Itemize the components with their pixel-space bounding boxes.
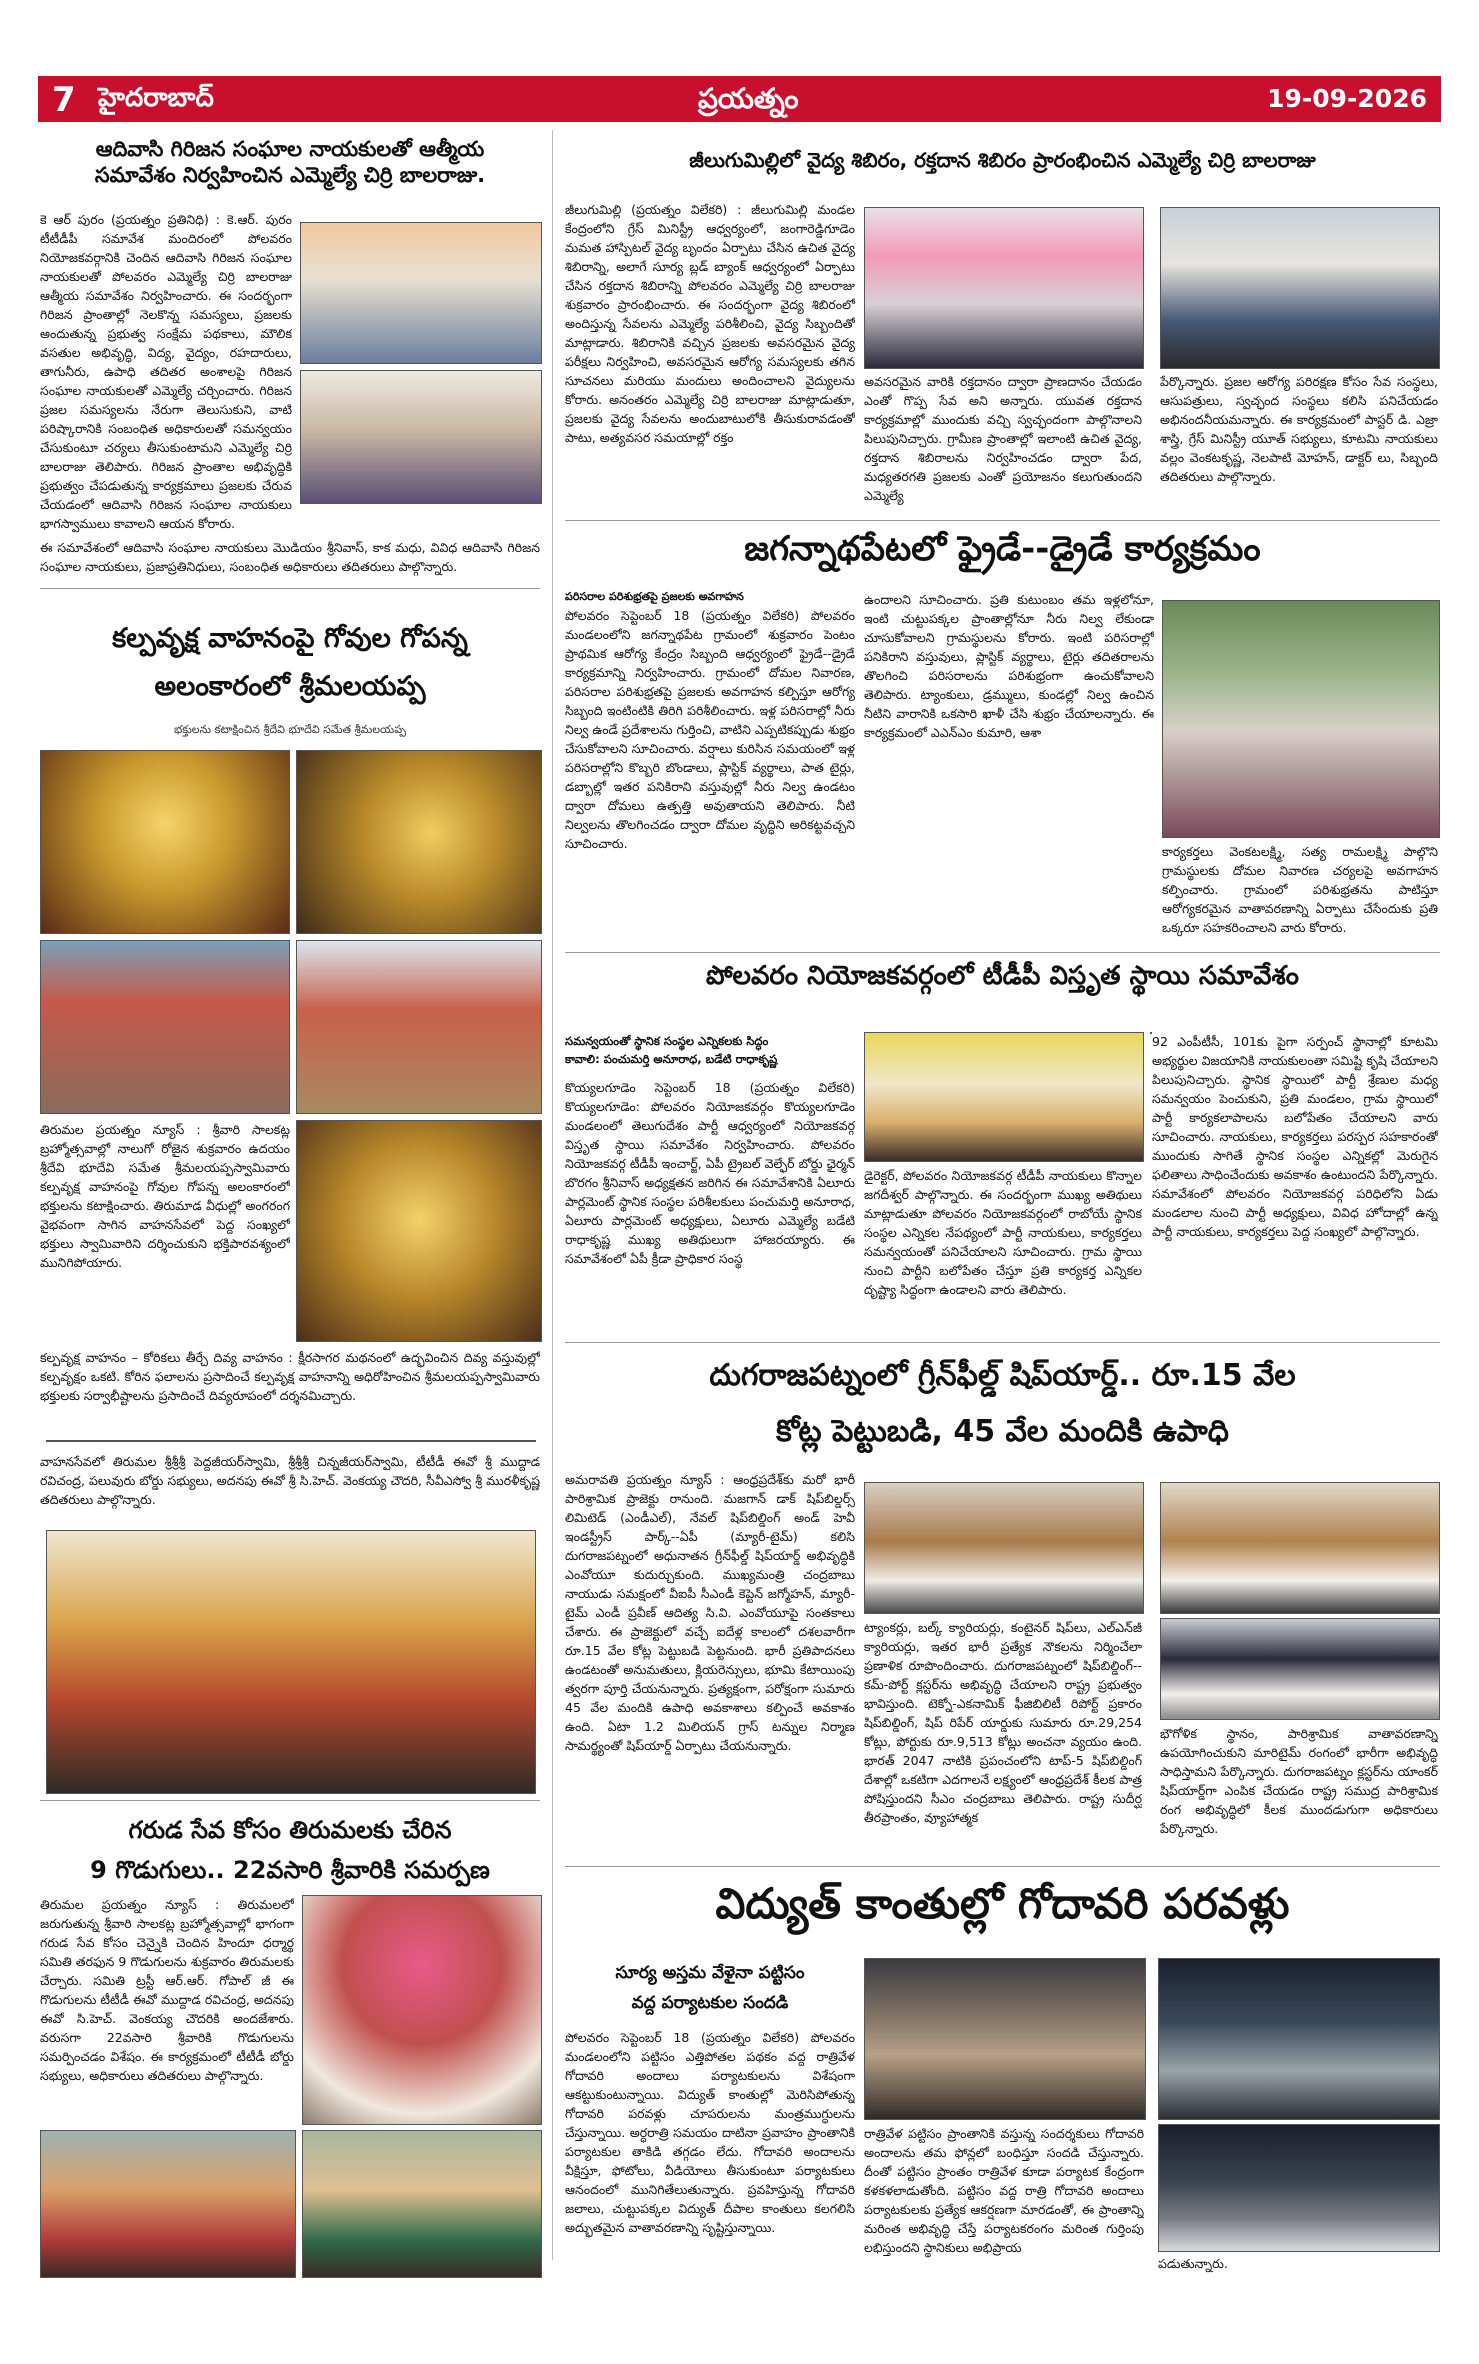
kalpavriksha-photo-1 xyxy=(40,750,290,934)
tribal-meeting-photo-2 xyxy=(300,370,542,504)
tribal-meeting-headline: ఆదివాసి గిరిజన సంఘాల నాయకులతో ఆత్మీయ సమావేశం నిర్వహించిన ఎమ్మెల్యే చిర్రి బాలరాజు. xyxy=(94,137,486,188)
edition-city: హైదరాబాద్ xyxy=(98,83,214,113)
shipyard-photo-1 xyxy=(864,1482,1144,1614)
shipyard-body-1: అమరావతి ప్రయత్నం న్యూస్ : ఆంధ్రప్రదేశ్‌కు మరో భారీ పారిశ్రామిక ప్రాజెక్టు రానుంది. మజగాన్ డాక్ షిప్‌బిల్డర్స్ లిమిటెడ్ (ఎండీఎల్), నేవల్ షిప్‌బిల్డింగ్ అండ్ హెవీ ఇండస్ట్రీస్ పార్క్--ఏపీ (మ్యారీ-టైమ్) కలిసి దుగరాజపట్నంలో అధునాతన గ్రీన్‌ఫీల్డ్ షిప్‌యార్డ్ అభివృద్ధికి ఎంవోయూ కుదుర్చుకుంది. ముఖ్యమంత్రి చంద్రబాబు నాయుడు సమక్షంలో వీఐపీ సీఎండీ కెప్టెన్ జగ్మోహన్, మ్యారీ-టైమ్ ఎండీ ప్రవీణ్ ఆదిత్య సి.వి. ఎంవోయూపై సంతకాలు చేశారు. ఈ ప్రాజెక్టులో వచ్చే ఐదేళ్ల కాలంలో దశలవారీగా రూ.15 వేల కోట్ల పెట్టుబడి పెట్టనుంది. భారీ ప్రతిపాదనలు ఉండటంతో అనుమతులు, క్లియరెన్సులు, భూమి కేటాయింపు త్వరగా పూర్తి చేయనున్నారు. ప్రత్యక్షంగా, పరోక్షంగా సుమారు 45 వేల మందికి ఉపాధి అవకాశాలు కల్పించే అవకాశం ఉంది. ఏటా 1.2 మిలియన్ గ్రాస్ టన్నుల నిర్మాణ సామర్థ్యంతో షిప్‌యార్డ్ ఏర్పాటు చేయనున్నారు. xyxy=(565,1472,855,1753)
kalpavriksha-body-3: కల్పవృక్ష వాహనం – కోరికలు తీర్చే దివ్య వాహనం : క్షీరసాగర మథనంలో ఉద్భవించిన దివ్య వస్తువుల్లో కల్పవృక్షం ఒకటి. కోరిన ఫలాలను ప్రసాదించే కల్పవృక్ష వాహనాన్ని అధిరోహించిన శ్రీమలయప్పస్వామివారు భక్తులకు సర్వాభీష్టాలను ప్రసాదించే దివ్యరూపంలో దర్శనమిచ్చారు. xyxy=(40,1350,540,1403)
kalpavriksha-headline: కల్పవృక్ష వాహనంపై గోవుల గోపన్న అలంకారంలో శ్రీమలయప్ప xyxy=(112,623,468,702)
shipyard-photo-2 xyxy=(1160,1482,1440,1614)
shipyard-body-2: ట్యాంకర్లు, బల్క్ క్యారియర్లు, కంటైనర్ షిప్‌లు, ఎల్‌ఎన్‌జీ క్యారియర్లు, ఇతర భారీ ప్రత్యేక నౌకలను నిర్మించేలా ప్రణాళిక రూపొందించారు. దుగరాజపట్నంలో షిప్‌బిల్డింగ్--కమ్-పోర్ట్ క్లస్టర్‌ను అభివృద్ధి చేయాలని రాష్ట్ర ప్రభుత్వం భావిస్తుంది. టెక్నో-ఎకనామిక్ ఫీజిబిలిటీ రిపోర్ట్ ప్రకారం షిప్‌బిల్డింగ్, షిప్ రిపేర్ యార్డుకు సుమారు రూ.29,254 కోట్లు, పోర్టుకు రూ.9,513 కోట్లు అంచనా వ్యయం ఉంది. భారత్ 2047 నాటికి ప్రపంచంలోని టాప్-5 షిప్‌బిల్డింగ్ దేశాల్లో ఒకటిగా ఎదగాలనే లక్ష్యంలో ఆంధ్రప్రదేశ్ కీలక పాత్ర పోషిస్తుందని సీఎం చంద్రబాబు తెలిపారు. రాష్ట్ర సుదీర్ఘ తీరప్రాంతం, వ్యూహాత్మక xyxy=(864,1620,1142,1825)
tribal-meeting-photo-1 xyxy=(300,222,542,364)
tribal-meeting-body-2: ఈ సమావేశంలో ఆదివాసి సంఘాల నాయకులు మొడియం శ్రీనివాస్, కాక మధు, వివిధ ఆదివాసి గిరిజన సంఘాల నాయకులు, ప్రజాప్రతినిధులు, సంబంధిత అధికారులు తదితరులు పాల్గొన్నారు. xyxy=(40,540,540,574)
shipyard-headline: దుగరాజపట్నంలో గ్రీన్‌ఫీల్డ్ షిప్‌యార్డ్.. రూ.15 వేల కోట్ల పెట్టుబడి, 45 వేల మందికి ఉపాధి xyxy=(709,1358,1296,1449)
section-divider xyxy=(40,1800,540,1801)
section-divider xyxy=(565,1866,1440,1867)
godavari-body-3: పడుతున్నారు. xyxy=(1158,2256,1228,2271)
section-divider xyxy=(565,520,1440,521)
godavari-body-1: పోలవరం సెప్టెంబర్ 18 (ప్రయత్నం విలేకరి) పోలవరం మండలంలోని పట్టిసం ఎత్తిపోతల పథకం వద్ద రాత్రివేళ గోదావరి అందాలు పర్యాటకులను విశేషంగా ఆకట్టుకుంటున్నాయి. విద్యుత్ కాంతుల్లో మెరిసిపోతున్న గోదావరి పరవళ్లు చూపరులను మంత్రముగ్ధులను చేస్తున్నాయి. అర్ధరాత్రి సమయం దాటినా ప్రవాహం ప్రాంతానికి పర్యాటకుల తాకిడి తగ్గడం లేదు. గోదావరి అందాలను వీక్షిస్తూ, ఫోటోలు, వీడియోలు తీసుకుంటూ పర్యాటకులు ఆనందంలో మునిగితేలుతున్నారు. ప్రవహిస్తున్న గోదావరి జలాలు, చుట్టుపక్కల విద్యుత్ దీపాల కాంతులు కలగలిసి అద్భుతమైన వాతావరణాన్ని సృష్టిస్తున్నాయి. xyxy=(565,2030,855,2235)
tdp-meeting-headline: పోలవరం నియోజకవర్గంలో టీడీపీ విస్తృత స్థాయి సమావేశం xyxy=(706,961,1299,991)
kalpavriksha-photo-4 xyxy=(296,940,542,1114)
kalpavriksha-subhead: భక్తులను కటాక్షించిన శ్రీదేవి భూదేవి సమేత శ్రీమలయప్ప xyxy=(173,723,406,736)
friday-dry-photo xyxy=(1162,600,1440,838)
spacer xyxy=(46,1440,536,1442)
section-divider xyxy=(565,1342,1440,1343)
section-divider xyxy=(40,588,540,589)
page-number: 7 xyxy=(52,80,76,120)
tdp-meeting-body-3: 92 ఎంపీటీసీ, 101కు పైగా సర్పంచ్ స్థానాల్లో కూటమి అభ్యర్థుల విజయానికి నాయకులంతా సమిష్టి కృషి చేయాలని పిలుపునిచ్చారు. స్థానిక స్థాయిలో పార్టీ శ్రేణుల మధ్య సమన్వయం పెంచుకుని, ప్రతి మండలం, గ్రామ స్థాయిలో పార్టీ కార్యకలాపాలను బలోపేతం చేయాలని వారు సూచించారు. నాయకులు, కార్యకర్తలు పరస్పర సహకారంతో ముందుకు సాగితే స్థానిక సంస్థల ఎన్నికల్లో మెరుగైన ఫలితాలు సాధించేందుకు అవకాశం ఉంటుందని పేర్కొన్నారు. సమావేశంలో పోలవరం నియోజకవర్గ పరిధిలోని ఏడు మండలాల నుంచి పార్టీ అధ్యక్షులు, వివిధ హోదాల్లో ఉన్న పార్టీ నాయకులు, కార్యకర్తలు పెద్ద సంఖ్యలో పాల్గొన్నారు. xyxy=(1152,1034,1438,1239)
godavari-photo-3 xyxy=(1158,2124,1440,2252)
medical-camp-headline: జీలుగుమిల్లిలో వైద్య శిబిరం, రక్తదాన శిబిరం ప్రారంభించిన ఎమ్మెల్యే చిర్రి బాలరాజు xyxy=(689,148,1316,172)
tribal-meeting-body: కె ఆర్ పురం (ప్రయత్నం ప్రతినిధి) : కె.ఆర్. పురం టీటీడీపీ సమావేశ మందిరంలో పోలవరం నియోజకవర్గానికి చెందిన ఆదివాసి గిరిజన సంఘాల నాయకులతో పోలవరం ఎమ్మెల్యే చిర్రి బాలరాజు ఆత్మీయ సమావేశం నిర్వహించారు. ఈ సందర్భంగా గిరిజన ప్రాంతాల్లో నెలకొన్న సమస్యలు, ప్రజలకు అందుతున్న ప్రభుత్వ సంక్షేమ పథకాలు, మౌలిక వసతుల అభివృద్ధి, విద్య, వైద్యం, రహదారులు, తాగునీరు, ఉపాధి తదితర అంశాలపై గిరిజన సంఘాల నాయకులతో ఎమ్మెల్యే చర్చించారు. గిరిజన ప్రజల సమస్యలను నేరుగా తెలుసుకుని, వాటి పరిష్కారానికి సంబంధిత అధికారులతో సమన్వయం చేసుకుంటూ చర్యలు తీసుకుంటామని ఎమ్మెల్యే చిర్రి బాలరాజు తెలిపారు. గిరిజన ప్రాంతాల అభివృద్ధికి ప్రభుత్వం చేపడుతున్న కార్యక్రమాలు ప్రజలకు చేరువ చేయడంలో ఆదివాసి గిరిజన సంఘాల నాయకులు భాగస్వాములు కావాలని ఆయన కోరారు. xyxy=(40,212,292,531)
section-divider xyxy=(565,952,1440,953)
masthead: ప్రయత్నం xyxy=(698,82,799,115)
tdp-meeting-subhead: సమన్వయంతో స్థానిక సంస్థల ఎన్నికలకు సిద్ధం కావాలి: పంచుమర్తి అనూరాధ, బడేటి రాధాకృష్ణ xyxy=(565,1034,778,1066)
garuda-headline: గరుడ సేవ కోసం తిరుమలకు చేరిన 9 గొడుగులు.. 22వసారి శ్రీవారికి సమర్పణ xyxy=(90,1816,490,1884)
medical-camp-photo-2 xyxy=(1160,207,1440,369)
tdp-meeting-body-2: డైరెక్టర్, పోలవరం నియోజకవర్గ టీడీపీ నాయకులు కొన్నాల జగదీశ్వర్ పాల్గొన్నారు. ఈ సందర్భంగా ముఖ్య అతిథులు మాట్లాడుతూ పోలవరం నియోజకవర్గంలో రాబోయే స్థానిక సంస్థల ఎన్నికల నేపథ్యంలో పార్టీ నాయకులు, కార్యకర్తలు సమన్వయంతో పనిచేయాలని సూచించారు. గ్రామ స్థాయి నుంచి పార్టీని బలోపేతం చేస్తూ ప్రతి కార్యకర్త ఎన్నికల దృష్ట్యా సిద్ధంగా ఉండాలని వారు తెలిపారు. xyxy=(864,1168,1142,1297)
kalpavriksha-photo-3 xyxy=(40,940,290,1114)
medical-camp-photo-1 xyxy=(864,207,1144,369)
friday-dry-body-3: కార్యకర్తలు వెంకటలక్ష్మి, సత్య రామలక్ష్మి పాల్గొని గ్రామస్థులకు దోమల నివారణ చర్యలపై అవగాహన కల్పించారు. గ్రామంలో పరిశుభ్రతను పాటిస్తూ ఆరోగ్యకరమైన వాతావరణాన్ని ఏర్పాటు చేసేందుకు ప్రతి ఒక్కరూ సహకరించాలని వారు కోరారు. xyxy=(1162,844,1438,935)
medical-camp-body-5: పేర్కొన్నారు. ప్రజల ఆరోగ్య పరిరక్షణ కోసం సేవ సంస్థలు, ఆసుపత్రులు, స్వచ్ఛంద సంస్థలు కలిసి పనిచేయడం అభినందనీయమన్నారు. ఈ కార్యక్రమంలో పాస్టర్ డి. ఎజ్రా శాస్త్రి, గ్రేస్ మినిస్ట్రీ యూత్ సభ్యులు, కూటమి నాయకులు వల్లం వెంకటకృష్ణ, నెలపాటి మోహన్, డాక్టర్ లు, సిబ్బంది తదితరులు పాల్గొన్నారు. xyxy=(1160,374,1438,484)
godavari-subhead: సూర్య అస్తమ వేళైనా పట్టిసం వద్ద పర్యాటకుల సందడి xyxy=(615,1963,805,2013)
page-header-bar xyxy=(38,76,1441,122)
column-divider xyxy=(552,130,553,2260)
godavari-photo-1 xyxy=(864,1958,1146,2120)
kalpavriksha-photo-6 xyxy=(46,1530,536,1794)
tdp-meeting-body-1: కొయ్యలగూడెం సెప్టెంబర్ 18 (ప్రయత్నం విలేకరి) కొయ్యలగూడెం: పోలవరం నియోజకవర్గం కొయ్యలగూడెం మండలంలో తెలుగుదేశం పార్టీ ఆధ్వర్యంలో నియోజకవర్గ విస్తృత స్థాయి సమావేశం నిర్వహించారు. పోలవరం నియోజకవర్గ టీడీపీ ఇంచార్జ్, ఏపీ ట్రైబల్ వెల్ఫేర్ బోర్డు ఛైర్మన్ బొరగం శ్రీనివాస్ అధ్యక్షతన జరిగిన ఈ సమావేశానికి ఏలూరు పార్లమెంట్ స్థానిక సంస్థల పరిశీలకులు పంచుమర్తి అనూరాధ, ఏలూరు పార్లమెంట్ అధ్యక్షులు, ఏలూరు ఎమ్మెల్యే బడేటి రాధాకృష్ణ ముఖ్య అతిథులుగా హాజరయ్యారు. ఈ సమావేశంలో ఏపీ క్రీడా ప్రాధికార సంస్థ xyxy=(565,1080,855,1266)
kalpavriksha-body-4: వాహనసేవలో తిరుమల శ్రీశ్రీశ్రీ పెద్దజీయర్‌స్వామి, శ్రీశ్రీశ్రీ చిన్నజీయర్‌స్వామి, టీటీడీ ఈవో శ్రీ ముద్దాడ రవిచంద్ర, పలువురు బోర్డు సభ్యులు, అదనపు ఈవో శ్రీ సి.హెచ్. వెంకయ్య చౌదరి, సీవీఎస్వో శ్రీ మురళీకృష్ణ తదితరులు పాల్గొన్నారు. xyxy=(40,1454,540,1507)
medical-camp-body-3: అవసరమైన వారికి రక్తదానం ద్వారా ప్రాణదానం చేయడం ఎంతో గొప్ప సేవ అని అన్నారు. యువత రక్తదాన కార్యక్రమాల్లో ముందుకు వచ్చి స్వచ్ఛందంగా పాల్గొనాలని పిలుపునిచ్చారు. గ్రామీణ ప్రాంతాల్లో ఇలాంటి ఉచిత వైద్య, రక్తదాన శిబిరాలను నిర్వహించడం ద్వారా పేద, మధ్యతరగతి ప్రజలకు ఎంతో ప్రయోజనం కలుగుతుందని ఎమ్మెల్యే xyxy=(864,374,1142,503)
kalpavriksha-photo-2 xyxy=(296,750,542,934)
medical-camp-body-1: జీలుగుమిల్లి (ప్రయత్నం విలేకరి) : జీలుగుమిల్లి మండల కేంద్రంలోని గ్రేస్ మినిస్ట్రీ ఆధ్వర్యంలో, జంగారెడ్డిగూడెం మమత హాస్పిటల్ వైద్య బృందం ఏర్పాటు చేసిన ఉచిత వైద్య శిబిరాన్ని, అలాగే సూర్య బ్లడ్ బ్యాంక్ ఆధ్వర్యంలో ఏర్పాటు చేసిన రక్తదాన శిబిరాన్ని పోలవరం ఎమ్మెల్యే చిర్రి బాలరాజు శుక్రవారం ప్రారంభించారు. ఈ సందర్భంగా వైద్య శిబిరంలో అందిస్తున్న సేవలను ఎమ్మెల్యే పరిశీలించి, వైద్య సిబ్బందితో మాట్లాడారు. శిబిరానికి వచ్చిన ప్రజలకు అవసరమైన వైద్య పరీక్షలు నిర్వహించి, అవసరమైన ఆరోగ్య సమస్యలకు తగిన సూచనలు మరియు మందులు అందించాలని వైద్యులను కోరారు. అనంతరం ఎమ్మెల్యే చిర్రి బాలరాజు మాట్లాడుతూ, ప్రజలకు వైద్య సేవలను అందుబాటులోకి తీసుకురావడంతో పాటు, అత్యవసర సమయాల్లో రక్తం xyxy=(565,202,855,445)
shipyard-photo-3 xyxy=(1160,1618,1440,1720)
edition-date: 19-09-2026 xyxy=(1267,84,1427,113)
kalpavriksha-photo-5 xyxy=(296,1120,542,1342)
friday-dry-headline: జగన్నాథపేటలో ఫ్రైడే--డ్రైడే కార్యక్రమం xyxy=(744,529,1261,569)
tdp-meeting-photo-1 xyxy=(864,1032,1144,1162)
shipyard-body-3: భౌగోళిక స్థానం, పారిశ్రామిక వాతావరణాన్ని ఉపయోగించుకుని మారిటైమ్ రంగంలో భారీగా అభివృద్ధి సాధిస్తామని పేర్కొన్నారు. దుగరాజపట్నం క్లస్టర్‌ను యాంకర్ షిప్‌యార్డ్‌గా ఎంపిక చేయడం రాష్ట్ర సముద్ర పారిశ్రామిక రంగ అభివృద్ధిలో కీలక ముందడుగుగా అధికారులు పేర్కొన్నారు. xyxy=(1160,1726,1438,1836)
kalpavriksha-body-1: తిరుమల ప్రయత్నం న్యూస్ : శ్రీవారి సాలకట్ల బ్రహ్మోత్సవాల్లో నాలుగో రోజైన శుక్రవారం ఉదయం శ్రీదేవి భూదేవి సమేత శ్రీమలయప్పస్వామివారు కల్పవృక్ష వాహనంపై గోవుల గోపన్న అలంకారంలో భక్తులను కటాక్షించారు. తిరుమాడ వీధుల్లో అంగరంగ వైభవంగా సాగిన వాహనసేవలో పెద్ద సంఖ్యలో భక్తులు స్వామివారిని దర్శించుకుని భక్తిపారవశ్యంలో మునిగిపోయారు. xyxy=(40,1122,290,1270)
friday-dry-body-2: ఉందాలని సూచించారు. ప్రతి కుటుంబం తమ ఇళ్లలోనూ, ఇంటి చుట్టుపక్కల ప్రాంతాల్లోనూ నీరు నిల్వ లేకుండా చూసుకోవాలని గ్రామస్థులను కోరారు. ఇంటి పరిసరాల్లో పనికిరాని వస్తువులు, ప్లాస్టిక్ వ్యర్థాలు, టైర్లు తదితరాలను తొలగించి పరిసరాలను పరిశుభ్రంగా ఉంచుకోవాలని తెలిపారు. ట్యాంకులు, డ్రమ్ములు, కుండల్లో నిల్వ ఉంచిన నీటిని వారానికి ఒకసారి ఖాళీ చేసి శుభ్రం చేయాలన్నారు. ఈ కార్యక్రమంలో ఎఎన్ఎం కుమారి, ఆశా xyxy=(864,592,1154,740)
garuda-photo-1 xyxy=(302,1895,542,2125)
friday-dry-subhead: పరిసరాల పరిశుభ్రతపై ప్రజలకు అవగాహన xyxy=(565,590,744,603)
godavari-body-2: రాత్రివేళ పట్టిసం ప్రాంతానికి వస్తున్న సందర్శకులు గోదావరి అందాలను తమ ఫోన్లలో బంధిస్తూ సందడి చేస్తున్నారు. దీంతో పట్టిసం ప్రాంతం రాత్రివేళ కూడా పర్యాటక కేంద్రంగా కళకళలాడుతోంది. పట్టిసం వద్ద రాత్రి గోదావరి అందాలు పర్యాటకులకు ప్రత్యేక ఆకర్షణగా మారడంతో, ఈ ప్రాంతాన్ని మరింత అభివృద్ధి చేస్తే పర్యాటకరంగం మరింత గుర్తింపు లభిస్తుందని స్థానికులు అభిప్రాయ xyxy=(864,2126,1144,2255)
friday-dry-body-1: పోలవరం సెప్టెంబర్ 18 (ప్రయత్నం విలేకరి) పోలవరం మండలంలోని జగన్నాథపేట గ్రామంలో శుక్రవారం పెంటం ప్రాథమిక ఆరోగ్య కేంద్రం సిబ్బంది ఆధ్వర్యంలో ఫ్రైడే--డ్రైడే కార్యక్రమాన్ని నిర్వహించారు. గ్రామంలో దోమల నివారణ, పరిసరాల పరిశుభ్రతపై ప్రజలకు అవగాహన కల్పిస్తూ ఆరోగ్య సిబ్బంది ఇంటింటికి తిరిగి పరిశీలించారు. ఇళ్ల పరిసరాల్లో నీరు నిల్వ ఉండే ప్రదేశాలను గుర్తించి, వాటిని ఎప్పటికప్పుడు శుభ్రం చేసుకోవాలని సూచించారు. వర్షాలు కురిసిన సమయంలో ఇళ్ల పరిసరాల్లోని కొబ్బరి బొండాలు, ప్లాస్టిక్ వ్యర్థాలు, పాత టైర్లు, డబ్బాల్లో ఇతర పనికిరాని వస్తువుల్లో నీరు నిల్వ ఉండటం ద్వారా దోమలు ఉత్పత్తి అవుతాయని తెలిపారు. నీటి నిల్వలను తొలగించడం ద్వారా దోమల వృద్ధిని అరికట్టవచ్చని సూచించారు. xyxy=(565,608,855,851)
garuda-photo-2 xyxy=(40,2130,296,2278)
godavari-headline: విద్యుత్ కాంతుల్లో గోదావరి పరవళ్లు xyxy=(715,1879,1290,1928)
godavari-photo-2 xyxy=(1158,1958,1440,2120)
garuda-body: తిరుమల ప్రయత్నం న్యూస్ : తిరుమలలో జరుగుతున్న శ్రీవారి సాలకట్ల బ్రహ్మోత్సవాల్లో భాగంగా గరుడ సేవ కోసం చెన్నైకి చెందిన హిందూ ధర్మార్థ సమితి తరఫున 9 గొడుగులను శుక్రవారం తిరుమలకు చేర్చారు. సమితి ట్రస్టీ ఆర్.ఆర్. గోపాల్ జీ ఈ గొడుగులను టీటీడీ ఈవో ముద్దాడ రవిచంద్ర, అదనపు ఈవో సి.హెచ్. వెంకయ్య చౌదరికి అందజేశారు. వరుసగా 22వసారి శ్రీవారికి గొడుగులను సమర్పించడం విశేషం. ఈ కార్యక్రమంలో టీటీడీ బోర్డు సభ్యులు, అధికారులు తదితరులు పాల్గొన్నారు. xyxy=(40,1897,294,2083)
garuda-photo-3 xyxy=(302,2130,542,2278)
